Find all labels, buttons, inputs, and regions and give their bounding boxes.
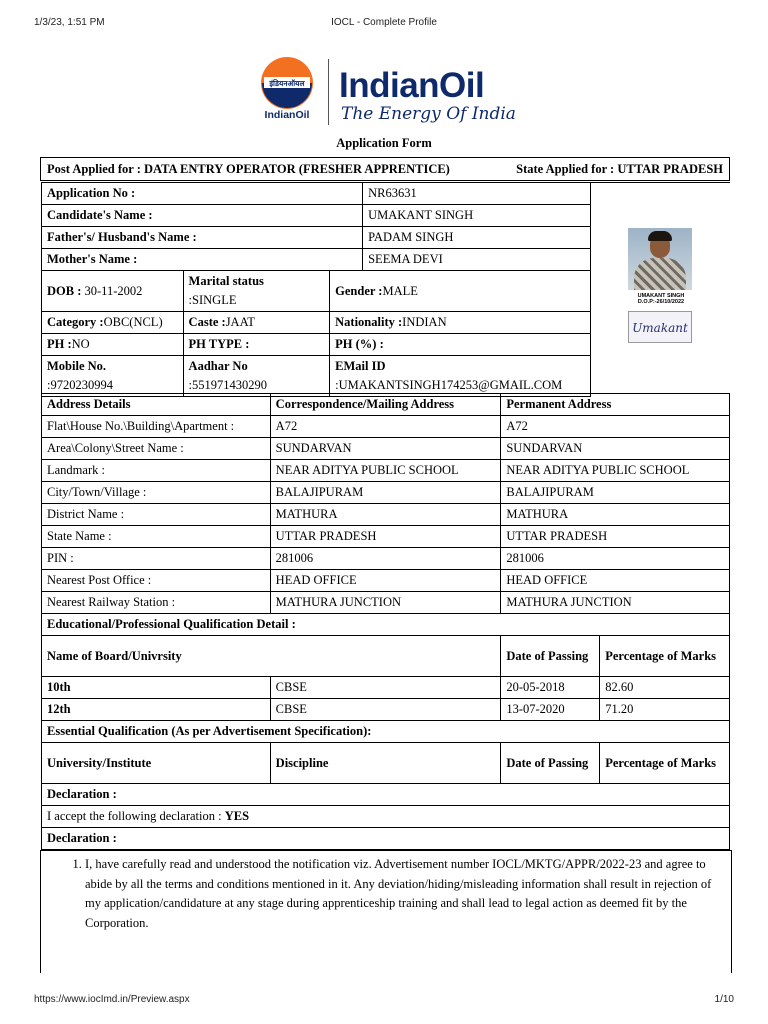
application-no-value: NR63631 [363, 183, 591, 205]
brand-name: IndianOil [339, 66, 485, 105]
declaration-item: 1. I, have carefully read and understood the notification viz. Advertisement number IOCL/MKTG/APPR/2022-23 and agree to abide by all the terms and conditions mentioned in it. Any deviation/hiding/misleading information shall result in rejection of my application/candidature at any stage during apprenticeship training and shall lead to legal action as deemed fit by the Corporation. [85, 855, 713, 933]
education-level: 12th [42, 699, 271, 721]
photo-panel [591, 182, 730, 393]
table-row [42, 227, 591, 249]
correspondence-value: A72 [270, 416, 501, 438]
table-row [42, 614, 730, 636]
address-header-correspondence: Correspondence/Mailing Address [270, 394, 501, 416]
address-label: District Name : [42, 504, 271, 526]
correspondence-value: UTTAR PRADESH [270, 526, 501, 548]
table-row [42, 205, 591, 227]
table-row [42, 482, 730, 504]
correspondence-value: BALAJIPURAM [270, 482, 501, 504]
photo-caption: UMAKANT SINGH D.O.P:-26/10/2022 [637, 293, 685, 305]
education-percentage: 82.60 [600, 677, 730, 699]
permanent-value: MATHURA [501, 504, 730, 526]
father-name-value: PADAM SINGH [363, 227, 591, 249]
logo-caption: IndianOil [264, 109, 310, 121]
table-row [42, 394, 730, 416]
table-row [42, 592, 730, 614]
permanent-value: BALAJIPURAM [501, 482, 730, 504]
address-label: Nearest Post Office : [42, 570, 271, 592]
table-row [42, 699, 730, 721]
marital-cell: Marital status :SINGLE [183, 271, 330, 312]
permanent-value: HEAD OFFICE [501, 570, 730, 592]
post-applied-row [40, 157, 730, 181]
declaration-accept: I accept the following declaration : YES [42, 806, 730, 828]
address-header-permanent: Permanent Address [501, 394, 730, 416]
brand-tagline: The Energy Of India [341, 104, 516, 124]
table-row [42, 356, 591, 397]
table-row [42, 526, 730, 548]
table-row [42, 548, 730, 570]
essential-header-date: Date of Passing [501, 743, 600, 784]
education-board: CBSE [270, 677, 501, 699]
address-label: City/Town/Village : [42, 482, 271, 504]
education-percentage: 71.20 [600, 699, 730, 721]
address-table [41, 393, 730, 850]
ph-type-cell: PH TYPE : [183, 334, 330, 356]
logo-divider [328, 59, 329, 125]
permanent-value: UTTAR PRADESH [501, 526, 730, 548]
father-name-label: Father's/ Husband's Name : [42, 227, 363, 249]
address-header-details: Address Details [42, 394, 271, 416]
email-cell: EMail ID :UMAKANTSINGH174253@GMAIL.COM [330, 356, 591, 397]
correspondence-value: MATHURA JUNCTION [270, 592, 501, 614]
emblem-script: इंडियनऑयल [269, 79, 305, 88]
table-row [42, 743, 730, 784]
signature-scribble-icon [629, 312, 691, 342]
address-label: Nearest Railway Station : [42, 592, 271, 614]
table-row [42, 334, 591, 356]
table-row [42, 806, 730, 828]
education-header-date: Date of Passing [501, 636, 600, 677]
table-row [42, 249, 591, 271]
address-label: Landmark : [42, 460, 271, 482]
svg-text:Umakant: Umakant [632, 321, 688, 335]
permanent-value: NEAR ADITYA PUBLIC SCHOOL [501, 460, 730, 482]
table-row [42, 183, 591, 205]
table-row [42, 460, 730, 482]
permanent-value: 281006 [501, 548, 730, 570]
category-cell: Category :OBC(NCL) [42, 312, 184, 334]
permanent-value: MATHURA JUNCTION [501, 592, 730, 614]
table-row [42, 438, 730, 460]
address-label: PIN : [42, 548, 271, 570]
ph-percent-cell: PH (%) : [330, 334, 591, 356]
indianoil-logo [256, 56, 516, 128]
table-row [42, 828, 730, 850]
mother-name-value: SEEMA DEVI [363, 249, 591, 271]
address-label: Area\Colony\Street Name : [42, 438, 271, 460]
indianoil-emblem-icon [256, 56, 318, 110]
post-applied: Post Applied for : DATA ENTRY OPERATOR (FRESHER APPRENTICE) [47, 162, 450, 176]
dob-cell: DOB : 30-11-2002 [42, 271, 184, 312]
state-applied: State Applied for : UTTAR PRADESH [516, 162, 723, 176]
print-page-title: IOCL - Complete Profile [331, 17, 437, 28]
table-row [42, 636, 730, 677]
essential-header-university: University/Institute [42, 743, 271, 784]
education-header-board: Name of Board/Univrsity [42, 636, 501, 677]
candidate-info-table [41, 182, 591, 397]
declaration-title: Declaration : [42, 784, 730, 806]
mother-name-label: Mother's Name : [42, 249, 363, 271]
address-label: State Name : [42, 526, 271, 548]
table-row [42, 312, 591, 334]
essential-header-percentage: Percentage of Marks [600, 743, 730, 784]
essential-header-discipline: Discipline [270, 743, 501, 784]
nationality-cell: Nationality :INDIAN [330, 312, 591, 334]
declaration-title-2: Declaration : [42, 828, 730, 850]
permanent-value: SUNDARVAN [501, 438, 730, 460]
form-title: Application Form [336, 136, 432, 150]
education-title: Educational/Professional Qualification Detail : [42, 614, 730, 636]
aadhar-cell: Aadhar No :551971430290 [183, 356, 330, 397]
application-no-label: Application No : [42, 183, 363, 205]
candidate-signature [628, 311, 692, 343]
candidate-name-value: UMAKANT SINGH [363, 205, 591, 227]
candidate-name-label: Candidate's Name : [42, 205, 363, 227]
table-row [42, 721, 730, 743]
table-row [42, 784, 730, 806]
caste-cell: Caste :JAAT [183, 312, 330, 334]
declaration-list [40, 850, 732, 973]
table-row [42, 271, 591, 312]
education-level: 10th [42, 677, 271, 699]
candidate-photo [628, 228, 692, 290]
table-row [42, 570, 730, 592]
print-url: https://www.iocImd.in/Preview.aspx [34, 994, 190, 1005]
print-page-number: 1/10 [714, 994, 734, 1005]
correspondence-value: NEAR ADITYA PUBLIC SCHOOL [270, 460, 501, 482]
table-row [42, 677, 730, 699]
correspondence-value: 281006 [270, 548, 501, 570]
education-header-percentage: Percentage of Marks [600, 636, 730, 677]
correspondence-value: MATHURA [270, 504, 501, 526]
ph-cell: PH :NO [42, 334, 184, 356]
table-row [42, 416, 730, 438]
correspondence-value: SUNDARVAN [270, 438, 501, 460]
gender-cell: Gender :MALE [330, 271, 591, 312]
education-date: 20-05-2018 [501, 677, 600, 699]
correspondence-value: HEAD OFFICE [270, 570, 501, 592]
education-board: CBSE [270, 699, 501, 721]
print-datetime: 1/3/23, 1:51 PM [34, 17, 105, 28]
essential-title: Essential Qualification (As per Advertisement Specification): [42, 721, 730, 743]
mobile-cell: Mobile No. :9720230994 [42, 356, 184, 397]
address-label: Flat\House No.\Building\Apartment : [42, 416, 271, 438]
permanent-value: A72 [501, 416, 730, 438]
table-row [42, 504, 730, 526]
education-date: 13-07-2020 [501, 699, 600, 721]
